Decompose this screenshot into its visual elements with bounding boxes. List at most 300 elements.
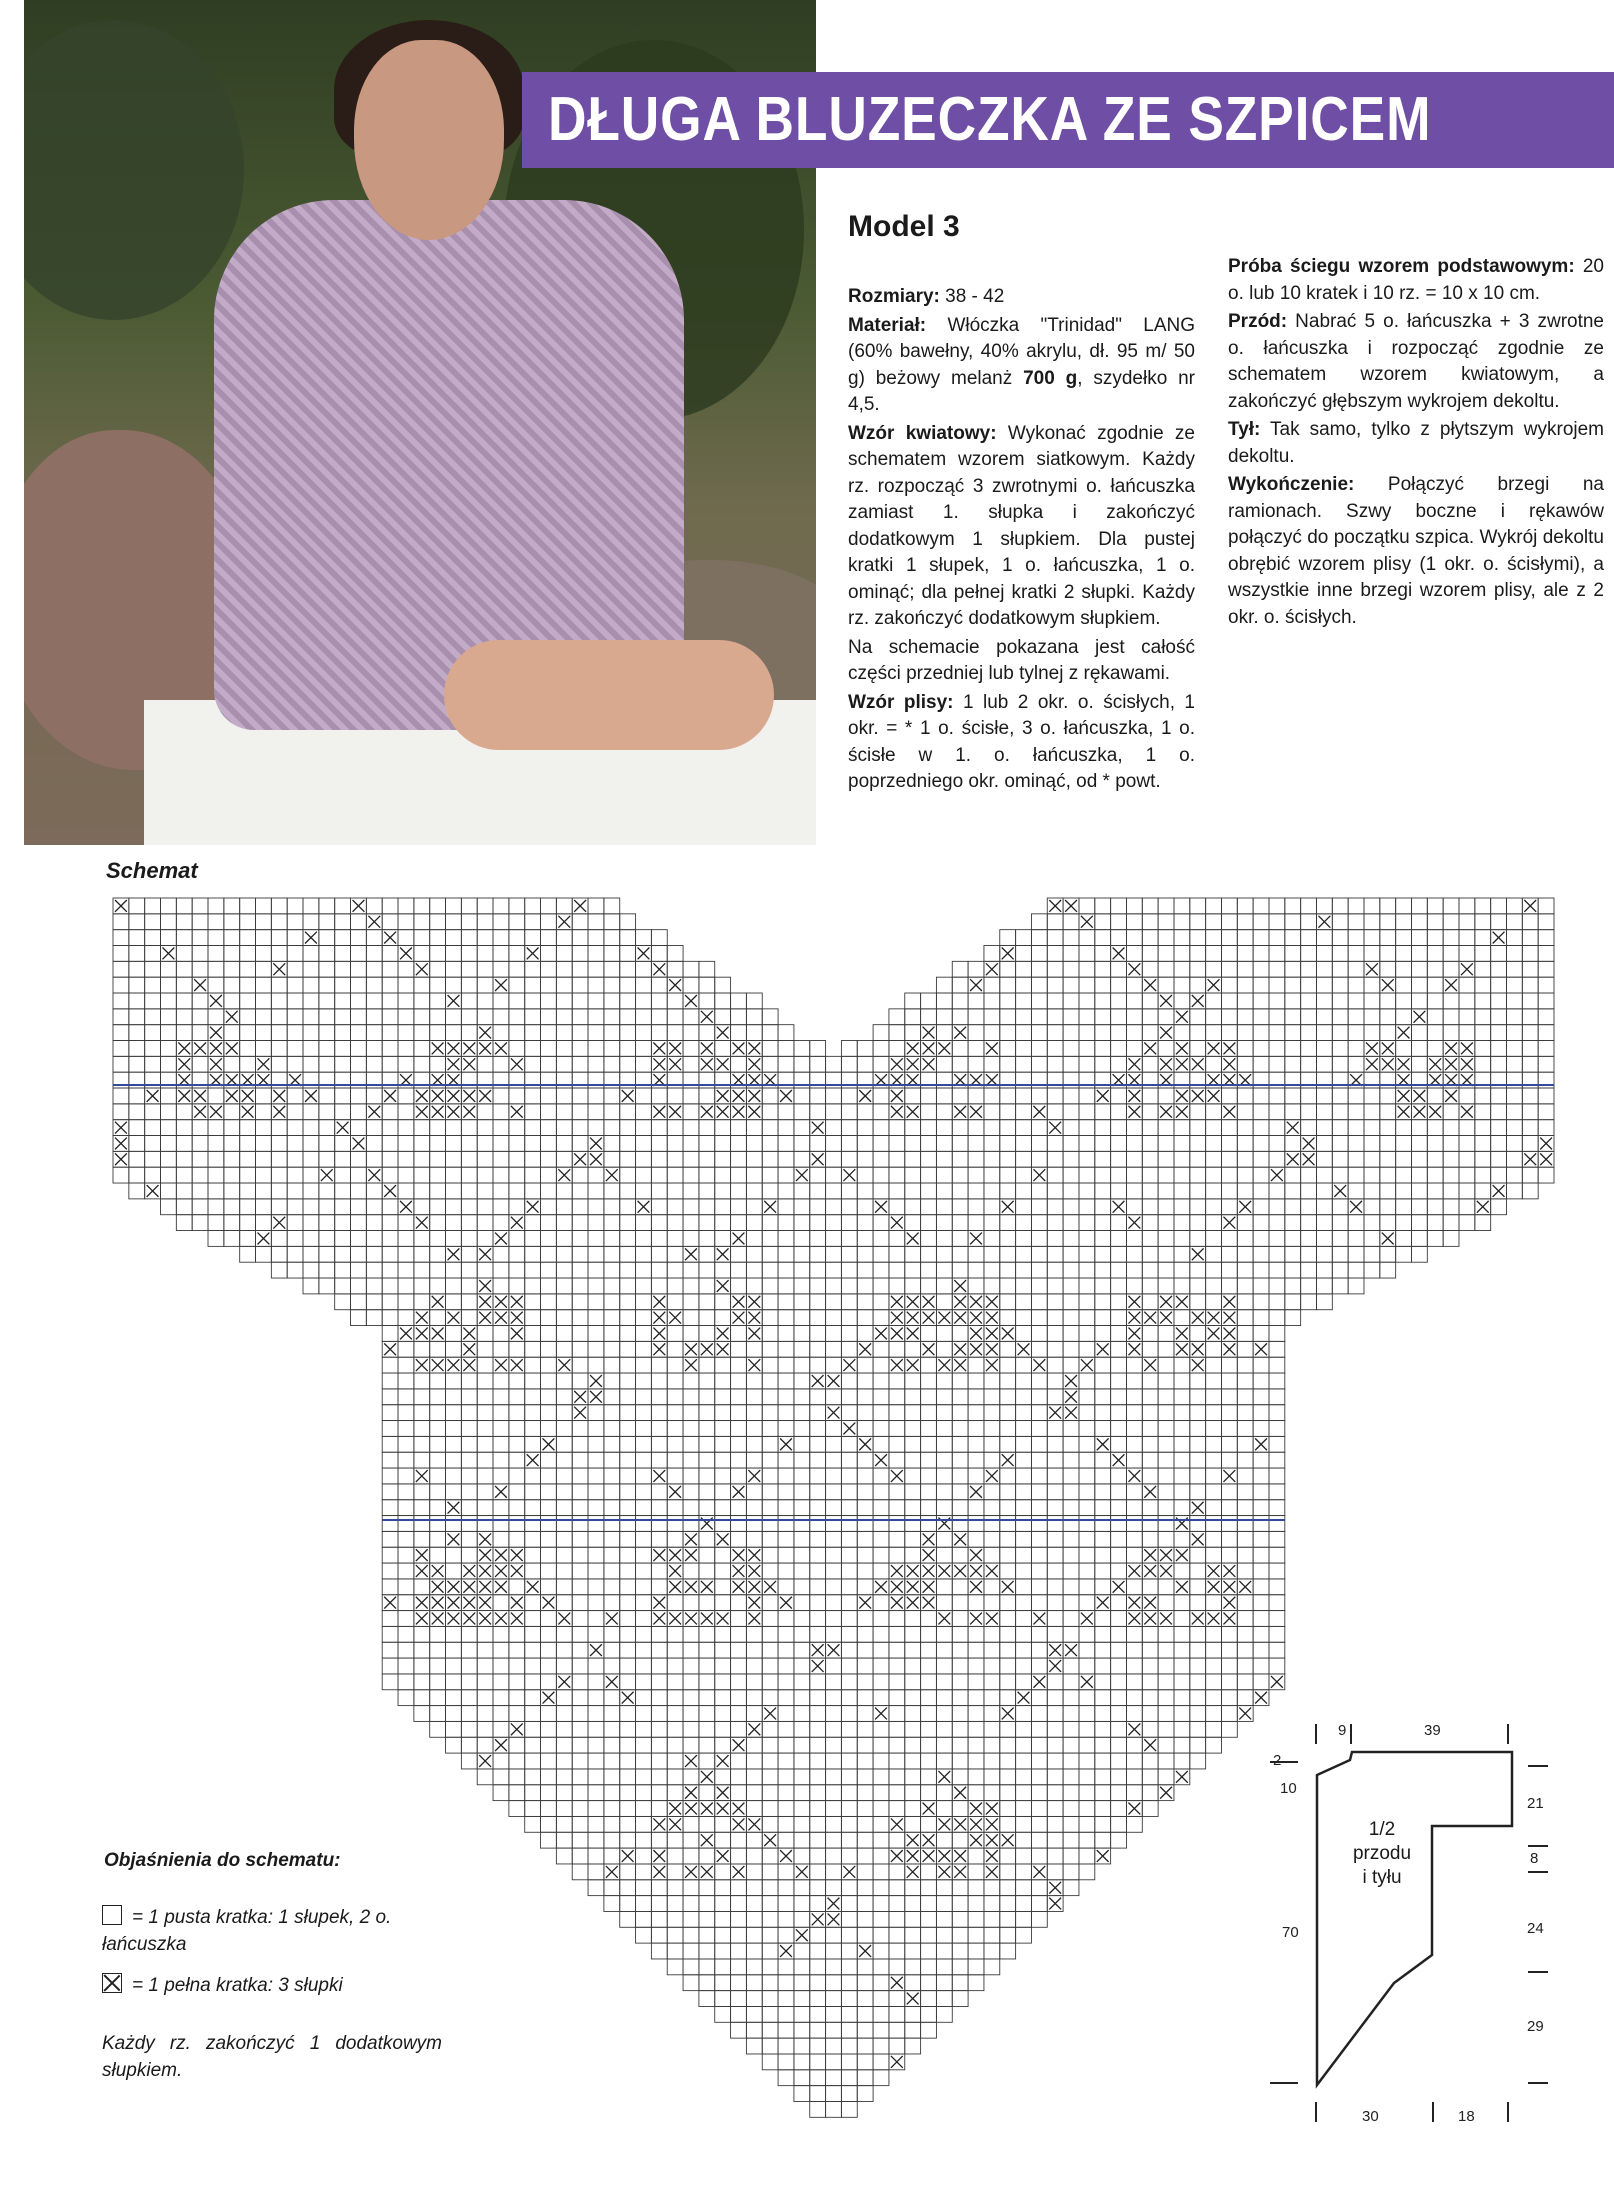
chart-cell	[841, 1215, 857, 1231]
chart-cell	[889, 2006, 905, 2022]
filled-cell-mark	[653, 1818, 665, 1830]
chart-cell	[1142, 1421, 1158, 1437]
chart-cell	[271, 1025, 287, 1041]
chart-cell	[936, 1500, 952, 1516]
chart-cell	[620, 1357, 636, 1373]
chart-cell	[509, 1421, 525, 1437]
chart-cell	[1142, 1104, 1158, 1120]
chart-cell	[1237, 1389, 1253, 1405]
filled-cell-mark	[242, 1106, 254, 1118]
chart-cell	[620, 1136, 636, 1152]
chart-cell	[461, 961, 477, 977]
chart-cell	[778, 1816, 794, 1832]
chart-cell	[446, 1737, 462, 1753]
chart-cell	[984, 1167, 1000, 1183]
chart-cell	[477, 1642, 493, 1658]
chart-cell	[208, 1215, 224, 1231]
chart-cell	[461, 1246, 477, 1262]
chart-cell	[1111, 1516, 1127, 1532]
chart-cell	[588, 1009, 604, 1025]
chart-cell	[477, 1706, 493, 1722]
chart-cell	[1253, 1468, 1269, 1484]
chart-cell	[541, 1167, 557, 1183]
chart-cell	[604, 1706, 620, 1722]
filled-cell-mark	[764, 1834, 776, 1846]
filled-cell-mark	[748, 1312, 760, 1324]
chart-cell	[636, 1626, 652, 1642]
chart-cell	[1111, 1215, 1127, 1231]
chart-cell	[810, 1357, 826, 1373]
chart-cell	[1443, 1183, 1459, 1199]
chart-cell	[1396, 1167, 1412, 1183]
chart-cell	[810, 1991, 826, 2007]
chart-cell	[699, 1563, 715, 1579]
chart-cell	[636, 1595, 652, 1611]
chart-cell	[556, 1199, 572, 1215]
chart-cell	[620, 1706, 636, 1722]
chart-cell	[762, 1975, 778, 1991]
chart-cell	[1206, 1009, 1222, 1025]
chart-cell	[1031, 1801, 1047, 1817]
chart-cell	[683, 1769, 699, 1785]
filled-cell-mark	[606, 1866, 618, 1878]
chart-cell	[905, 1801, 921, 1817]
chart-cell	[1047, 1721, 1063, 1737]
chart-cell	[1111, 914, 1127, 930]
chart-cell	[446, 1199, 462, 1215]
chart-cell	[1174, 1357, 1190, 1373]
chart-cell	[1285, 1246, 1301, 1262]
chart-cell	[794, 1943, 810, 1959]
chart-cell	[446, 1626, 462, 1642]
chart-cell	[430, 1231, 446, 1247]
chart-cell	[952, 1246, 968, 1262]
chart-cell	[1443, 1025, 1459, 1041]
chart-cell	[636, 1547, 652, 1563]
chart-cell	[1253, 1484, 1269, 1500]
chart-cell	[509, 1626, 525, 1642]
filled-cell-mark	[479, 1027, 491, 1039]
chart-cell	[1301, 898, 1317, 914]
chart-cell	[1332, 1246, 1348, 1262]
chart-cell	[636, 1326, 652, 1342]
chart-cell	[556, 1706, 572, 1722]
chart-cell	[1000, 961, 1016, 977]
chart-cell	[1016, 1547, 1032, 1563]
chart-cell	[921, 1088, 937, 1104]
filled-cell-mark	[748, 1723, 760, 1735]
filled-cell-mark	[1461, 963, 1473, 975]
chart-cell	[731, 1436, 747, 1452]
chart-cell	[1285, 1215, 1301, 1231]
chart-cell	[319, 1009, 335, 1025]
chart-cell	[1190, 977, 1206, 993]
chart-cell	[810, 1231, 826, 1247]
chart-cell	[113, 1041, 129, 1057]
chart-cell	[841, 1104, 857, 1120]
chart-cell	[1443, 993, 1459, 1009]
chart-cell	[604, 1468, 620, 1484]
chart-cell	[921, 1278, 937, 1294]
filled-cell-mark	[463, 1359, 475, 1371]
chart-cell	[525, 1816, 541, 1832]
chart-cell	[905, 1025, 921, 1041]
filled-cell-mark	[463, 1343, 475, 1355]
chart-cell	[1126, 977, 1142, 993]
chart-cell	[794, 1959, 810, 1975]
chart-cell	[493, 1436, 509, 1452]
chart-cell	[762, 1880, 778, 1896]
chart-cell	[556, 1737, 572, 1753]
chart-cell	[1063, 1848, 1079, 1864]
chart-cell	[604, 1785, 620, 1801]
chart-cell	[620, 1832, 636, 1848]
chart-cell	[1031, 1452, 1047, 1468]
chart-cell	[1174, 1120, 1190, 1136]
filled-cell-mark	[1002, 1834, 1014, 1846]
chart-cell	[699, 1626, 715, 1642]
chart-cell	[841, 1801, 857, 1817]
chart-cell	[636, 977, 652, 993]
chart-cell	[1253, 1642, 1269, 1658]
chart-cell	[1000, 1278, 1016, 1294]
chart-cell	[1269, 1088, 1285, 1104]
chart-cell	[921, 993, 937, 1009]
chart-cell	[1190, 1579, 1206, 1595]
chart-cell	[161, 977, 177, 993]
filled-cell-mark	[1128, 1328, 1140, 1340]
chart-cell	[161, 1136, 177, 1152]
chart-cell	[810, 1943, 826, 1959]
chart-cell	[778, 1215, 794, 1231]
chart-cell	[873, 1642, 889, 1658]
chart-cell	[1364, 1025, 1380, 1041]
chart-cell	[952, 1484, 968, 1500]
chart-cell	[794, 2070, 810, 2086]
chart-cell	[382, 1294, 398, 1310]
filled-cell-mark	[1144, 1043, 1156, 1055]
chart-cell	[1237, 1151, 1253, 1167]
chart-cell	[778, 1516, 794, 1532]
chart-cell	[556, 1215, 572, 1231]
chart-cell	[604, 1563, 620, 1579]
chart-cell	[968, 1674, 984, 1690]
filled-cell-mark	[954, 1106, 966, 1118]
chart-cell	[1174, 1706, 1190, 1722]
chart-cell	[414, 1373, 430, 1389]
chart-cell	[1142, 1199, 1158, 1215]
filled-cell-mark	[717, 1090, 729, 1102]
chart-cell	[145, 977, 161, 993]
chart-cell	[1111, 1531, 1127, 1547]
filled-cell-mark	[843, 1866, 855, 1878]
chart-cell	[1253, 1278, 1269, 1294]
chart-cell	[398, 1167, 414, 1183]
chart-cell	[382, 1357, 398, 1373]
chart-cell	[810, 1278, 826, 1294]
chart-cell	[256, 1088, 272, 1104]
chart-cell	[1332, 1262, 1348, 1278]
chart-cell	[1301, 1199, 1317, 1215]
chart-cell	[1221, 1357, 1237, 1373]
filled-cell-mark	[954, 1818, 966, 1830]
chart-cell	[1190, 1009, 1206, 1025]
chart-cell	[1411, 1246, 1427, 1262]
chart-cell	[588, 1310, 604, 1326]
chart-cell	[731, 1199, 747, 1215]
chart-cell	[541, 1246, 557, 1262]
chart-cell	[762, 1167, 778, 1183]
chart-cell	[826, 1658, 842, 1674]
measure-right-21: 21	[1527, 1795, 1544, 1812]
chart-cell	[1380, 946, 1396, 962]
chart-cell	[810, 2022, 826, 2038]
chart-cell	[1253, 1025, 1269, 1041]
filled-cell-mark	[970, 1581, 982, 1593]
chart-cell	[762, 1262, 778, 1278]
chart-cell	[224, 1025, 240, 1041]
chart-cell	[1206, 1452, 1222, 1468]
chart-cell	[1221, 1484, 1237, 1500]
filled-cell-mark	[558, 1613, 570, 1625]
filled-cell-mark	[1429, 1058, 1441, 1070]
filled-cell-mark	[1176, 1296, 1188, 1308]
chart-cell	[1142, 1151, 1158, 1167]
chart-cell	[430, 1516, 446, 1532]
chart-cell	[556, 1246, 572, 1262]
chart-cell	[905, 1167, 921, 1183]
legend-empty-text: = 1 pusta kratka: 1 słupek, 2 o. łańcuszka	[102, 1907, 392, 1955]
filled-cell-mark	[875, 1328, 887, 1340]
chart-cell	[778, 1721, 794, 1737]
chart-cell	[778, 1500, 794, 1516]
chart-cell	[794, 1801, 810, 1817]
chart-cell	[1506, 1056, 1522, 1072]
chart-cell	[541, 1136, 557, 1152]
filled-cell-mark	[479, 1280, 491, 1292]
finishing-label: Wykończenie:	[1228, 474, 1355, 495]
chart-cell	[936, 1326, 952, 1342]
chart-cell	[1063, 1484, 1079, 1500]
chart-cell	[176, 1009, 192, 1025]
chart-cell	[477, 1151, 493, 1167]
chart-cell	[541, 1310, 557, 1326]
filled-cell-mark	[1477, 1201, 1489, 1213]
chart-cell	[572, 1452, 588, 1468]
chart-cell	[1237, 898, 1253, 914]
chart-cell	[1253, 1246, 1269, 1262]
chart-cell	[319, 1151, 335, 1167]
chart-cell	[430, 1706, 446, 1722]
chart-cell	[984, 946, 1000, 962]
chart-cell	[1237, 1357, 1253, 1373]
filled-cell-mark	[1033, 1676, 1045, 1688]
chart-cell	[1348, 1215, 1364, 1231]
chart-cell	[746, 1896, 762, 1912]
chart-cell	[1538, 946, 1554, 962]
chart-cell	[493, 1658, 509, 1674]
chart-cell	[525, 1516, 541, 1532]
chart-cell	[620, 1864, 636, 1880]
chart-cell	[303, 961, 319, 977]
filled-cell-mark	[384, 932, 396, 944]
chart-cell	[968, 1706, 984, 1722]
chart-cell	[604, 1294, 620, 1310]
chart-cell	[1538, 1009, 1554, 1025]
chart-cell	[968, 1151, 984, 1167]
chart-cell	[1348, 1262, 1364, 1278]
chart-cell	[889, 1151, 905, 1167]
chart-cell	[430, 1626, 446, 1642]
chart-cell	[493, 1009, 509, 1025]
chart-cell	[1047, 1341, 1063, 1357]
chart-cell	[778, 1136, 794, 1152]
chart-cell	[1111, 1832, 1127, 1848]
chart-cell	[287, 1056, 303, 1072]
chart-cell	[398, 993, 414, 1009]
chart-cell	[762, 1041, 778, 1057]
chart-cell	[525, 1357, 541, 1373]
filled-cell-mark	[511, 1296, 523, 1308]
chart-cell	[1237, 1500, 1253, 1516]
chart-cell	[1126, 1706, 1142, 1722]
chart-cell	[731, 1611, 747, 1627]
chart-cell	[398, 1452, 414, 1468]
chart-cell	[1000, 1373, 1016, 1389]
chart-cell	[335, 1136, 351, 1152]
chart-cell	[921, 1436, 937, 1452]
chart-cell	[541, 1405, 557, 1421]
chart-cell	[636, 1674, 652, 1690]
filled-cell-mark	[1160, 1296, 1172, 1308]
chart-cell	[1016, 1531, 1032, 1547]
chart-cell	[1269, 1278, 1285, 1294]
chart-cell	[778, 1167, 794, 1183]
chart-cell	[826, 1801, 842, 1817]
chart-cell	[1047, 1373, 1063, 1389]
chart-cell	[1079, 1009, 1095, 1025]
chart-cell	[556, 1690, 572, 1706]
chart-cell	[651, 1579, 667, 1595]
chart-cell	[224, 1120, 240, 1136]
chart-cell	[1190, 1389, 1206, 1405]
chart-cell	[1174, 1531, 1190, 1547]
chart-cell	[1016, 1753, 1032, 1769]
chart-cell	[762, 1056, 778, 1072]
chart-cell	[446, 1294, 462, 1310]
chart-cell	[794, 2054, 810, 2070]
chart-cell	[509, 1769, 525, 1785]
chart-cell	[1016, 1421, 1032, 1437]
chart-cell	[1000, 1041, 1016, 1057]
chart-cell	[1190, 1278, 1206, 1294]
chart-cell	[493, 1373, 509, 1389]
filled-cell-mark	[1461, 1043, 1473, 1055]
chart-cell	[1016, 1326, 1032, 1342]
chart-cell	[1111, 961, 1127, 977]
chart-cell	[968, 993, 984, 1009]
chart-cell	[1047, 1801, 1063, 1817]
filled-cell-mark	[463, 1043, 475, 1055]
filled-cell-mark	[733, 1106, 745, 1118]
filled-cell-mark	[685, 1248, 697, 1260]
filled-cell-mark	[1208, 1613, 1220, 1625]
chart-cell	[683, 977, 699, 993]
chart-cell	[636, 1769, 652, 1785]
chart-cell	[841, 1183, 857, 1199]
chart-cell	[715, 1642, 731, 1658]
chart-cell	[651, 1927, 667, 1943]
chart-cell	[1506, 946, 1522, 962]
chart-cell	[1427, 946, 1443, 962]
filled-cell-mark	[923, 1312, 935, 1324]
chart-cell	[430, 1642, 446, 1658]
filled-cell-mark	[733, 1565, 745, 1577]
chart-cell	[509, 1183, 525, 1199]
chart-cell	[1221, 1516, 1237, 1532]
filled-cell-mark	[495, 1312, 507, 1324]
chart-cell	[1047, 1468, 1063, 1484]
chart-cell	[968, 1405, 984, 1421]
chart-cell	[699, 1943, 715, 1959]
chart-cell	[604, 1484, 620, 1500]
filled-cell-mark	[653, 1296, 665, 1308]
filled-cell-mark	[733, 1043, 745, 1055]
chart-cell	[620, 1025, 636, 1041]
chart-cell	[588, 1769, 604, 1785]
chart-cell	[1253, 1421, 1269, 1437]
chart-cell	[446, 1421, 462, 1437]
chart-cell	[1158, 1246, 1174, 1262]
chart-cell	[762, 1452, 778, 1468]
chart-cell	[161, 1088, 177, 1104]
chart-cell	[430, 946, 446, 962]
chart-cell	[1301, 1262, 1317, 1278]
filled-cell-mark	[416, 1328, 428, 1340]
chart-cell	[810, 1167, 826, 1183]
filled-cell-mark	[1002, 1201, 1014, 1213]
chart-cell	[810, 1341, 826, 1357]
chart-cell	[1111, 1041, 1127, 1057]
chart-cell	[335, 993, 351, 1009]
chart-cell	[129, 1167, 145, 1183]
chart-cell	[1000, 1231, 1016, 1247]
chart-cell	[176, 1167, 192, 1183]
chart-cell	[145, 930, 161, 946]
chart-cell	[952, 1896, 968, 1912]
filled-cell-mark	[226, 1043, 238, 1055]
chart-cell	[667, 1151, 683, 1167]
chart-cell	[572, 1041, 588, 1057]
chart-cell	[715, 1927, 731, 1943]
chart-cell	[588, 1231, 604, 1247]
chart-cell	[1047, 1041, 1063, 1057]
chart-cell	[731, 1595, 747, 1611]
chart-cell	[509, 1231, 525, 1247]
chart-cell	[857, 1151, 873, 1167]
filled-cell-mark	[1429, 1106, 1441, 1118]
chart-cell	[541, 1151, 557, 1167]
chart-cell	[556, 1183, 572, 1199]
chart-cell	[1047, 1611, 1063, 1627]
chart-cell	[620, 1816, 636, 1832]
chart-cell	[778, 1896, 794, 1912]
chart-cell	[366, 977, 382, 993]
chart-cell	[1285, 1294, 1301, 1310]
filled-cell-mark	[1192, 1058, 1204, 1070]
chart-cell	[161, 993, 177, 1009]
chart-cell	[731, 993, 747, 1009]
